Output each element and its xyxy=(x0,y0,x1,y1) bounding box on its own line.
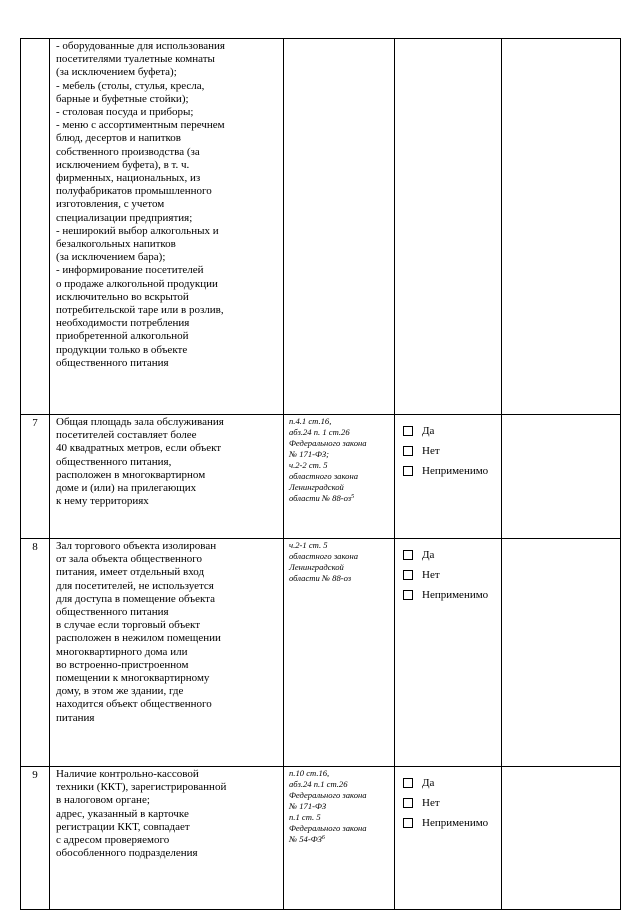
text-line: изготовления, с учетом xyxy=(56,198,165,211)
checkbox-label: Нет xyxy=(422,569,440,581)
text-line: во встроенно-пристроенном xyxy=(56,658,189,671)
text-line: ч.2-1 ст. 5 xyxy=(289,540,328,550)
text-line: с адресом проверяемого xyxy=(56,834,170,847)
answer-option[interactable] xyxy=(403,441,501,461)
text-line: Федерального закона xyxy=(289,790,367,800)
text-line: полуфабрикатов промышленного xyxy=(56,185,212,198)
text-line: специализации предприятия; xyxy=(56,211,193,224)
text-line: многоквартирного дома или xyxy=(56,645,188,658)
text-line: доме и (или) на прилегающих xyxy=(56,482,197,495)
answer-option[interactable] xyxy=(403,421,501,441)
requirement-text xyxy=(50,415,284,539)
text-line: для доступа в помещение объекта xyxy=(56,592,215,605)
answer-option[interactable] xyxy=(403,813,501,833)
reference-cell xyxy=(284,415,395,539)
text-line xyxy=(289,493,392,504)
footnote-marker: 5 xyxy=(351,494,355,500)
text-line: барные и буфетные стойки); xyxy=(56,92,189,105)
checkbox-label: Нет xyxy=(422,445,440,457)
text-line: абз.24 п. 1 ст.26 xyxy=(289,427,350,437)
row-number: 9 xyxy=(21,767,50,910)
text-line: Наличие контрольно-кассовой xyxy=(56,768,199,780)
answer-option[interactable] xyxy=(403,773,501,793)
notes-cell xyxy=(502,767,621,910)
text-line: п.1 ст. 5 xyxy=(289,812,321,822)
checklist-table xyxy=(20,38,621,910)
text-line: - неширокий выбор алкогольных и xyxy=(56,224,219,237)
text-line: - мебель (столы, стулья, кресла, xyxy=(56,79,205,92)
requirement-text xyxy=(50,767,284,910)
text-line: абз.24 п.1 ст.26 xyxy=(289,779,348,789)
answer-option[interactable] xyxy=(403,545,501,565)
text-line: Федерального закона xyxy=(289,438,367,448)
requirement-text xyxy=(50,39,284,415)
text-line: посетителей составляет более xyxy=(56,429,197,442)
text-line: дому, в этом же здании, где xyxy=(56,685,184,698)
text-line xyxy=(289,834,392,845)
text-line: необходимости потребления xyxy=(56,317,190,330)
text-line: № 171-ФЗ; xyxy=(289,449,330,459)
text-line: - столовая посуда и приборы; xyxy=(56,106,194,119)
answer-option[interactable] xyxy=(403,461,501,481)
text-line: области № 88-оз xyxy=(289,493,352,503)
checkbox-label: Да xyxy=(422,549,435,561)
text-line: (за исключением бара); xyxy=(56,251,166,264)
answer-option[interactable] xyxy=(403,793,501,813)
notes-cell xyxy=(502,39,621,415)
text-line: приобретенной алкогольной xyxy=(56,330,189,343)
checkbox[interactable] xyxy=(403,446,413,456)
text-line: регистрации ККТ, совпадает xyxy=(56,820,190,833)
requirement-text xyxy=(50,539,284,767)
text-line: питания xyxy=(56,711,95,724)
reference-cell xyxy=(284,767,395,910)
row-number: 8 xyxy=(21,539,50,767)
answer-option[interactable] xyxy=(403,585,501,605)
answer-cell xyxy=(395,767,502,910)
reference-cell xyxy=(284,39,395,415)
footnote-marker: 6 xyxy=(321,835,325,841)
answer-cell xyxy=(395,415,502,539)
checkbox-label: Да xyxy=(422,425,435,437)
text-line: Общая площадь зала обслуживания xyxy=(56,416,224,428)
text-line: к нему территориях xyxy=(56,495,149,508)
text-line: области № 88-оз xyxy=(289,573,352,583)
text-line: п.10 ст.16, xyxy=(289,768,330,778)
text-line: обособленного подразделения xyxy=(56,847,198,860)
table-row xyxy=(21,767,621,910)
text-line: Зал торгового объекта изолирован xyxy=(56,540,217,552)
text-line: адрес, указанный в карточке xyxy=(56,807,189,820)
checkbox[interactable] xyxy=(403,550,413,560)
row-number xyxy=(21,39,50,415)
row-number: 7 xyxy=(21,415,50,539)
text-line: фирменных, национальных, из xyxy=(56,172,201,185)
text-line: 40 квадратных метров, если объект xyxy=(56,442,222,455)
text-line: собственного производства (за xyxy=(56,145,200,158)
text-line: для посетителей, не используется xyxy=(56,579,214,592)
checkbox[interactable] xyxy=(403,570,413,580)
checklist-body xyxy=(21,39,621,910)
checkbox[interactable] xyxy=(403,466,413,476)
table-row xyxy=(21,415,621,539)
text-line: областного закона xyxy=(289,551,359,561)
text-line: общественного питания xyxy=(56,606,169,619)
notes-cell xyxy=(502,539,621,767)
text-line: находится объект общественного xyxy=(56,698,212,711)
text-line: в случае если торговый объект xyxy=(56,619,201,632)
checkbox[interactable] xyxy=(403,798,413,808)
text-line: расположен в нежилом помещении xyxy=(56,632,221,645)
text-line: исключением буфета), в т. ч. xyxy=(56,158,190,171)
checkbox-label: Нет xyxy=(422,797,440,809)
text-line: помещении к многоквартирному xyxy=(56,672,210,685)
checkbox-label: Неприменимо xyxy=(422,589,489,601)
text-line: потребительской таре или в розлив, xyxy=(56,304,224,317)
table-row-continuation xyxy=(21,39,621,415)
reference-cell xyxy=(284,539,395,767)
text-line: п.4.1 ст.16, xyxy=(289,416,332,426)
answer-cell xyxy=(395,39,502,415)
text-line: питания, имеет отдельный вход xyxy=(56,566,205,579)
text-line: Ленинградской xyxy=(289,562,344,572)
checkbox[interactable] xyxy=(403,778,413,788)
text-line: о продаже алкогольной продукции xyxy=(56,277,218,290)
text-line: ч.2-2 ст. 5 xyxy=(289,460,328,470)
checkbox-label: Неприменимо xyxy=(422,465,489,477)
answer-cell xyxy=(395,539,502,767)
text-line: - оборудованные для использования xyxy=(56,40,225,52)
text-line: - меню с ассортиментным перечнем xyxy=(56,119,225,132)
answer-option[interactable] xyxy=(403,565,501,585)
text-line: № 171-ФЗ xyxy=(289,801,327,811)
text-line: расположен в многоквартирном xyxy=(56,468,206,481)
checkbox[interactable] xyxy=(403,818,413,828)
text-line: Федерального закона xyxy=(289,823,367,833)
text-line: областного закона xyxy=(289,471,359,481)
checkbox[interactable] xyxy=(403,426,413,436)
checkbox-label: Неприменимо xyxy=(422,817,489,829)
text-line: блюд, десертов и напитков xyxy=(56,132,182,145)
text-line: общественного питания, xyxy=(56,455,172,468)
text-line: - информирование посетителей xyxy=(56,264,204,277)
text-line: исключительно во вскрытой xyxy=(56,290,189,303)
text-line: продукции только в объекте xyxy=(56,343,188,356)
text-line: посетителями туалетные комнаты xyxy=(56,53,215,66)
text-line: техники (ККТ), зарегистрированной xyxy=(56,781,227,794)
text-line: (за исключением буфета); xyxy=(56,66,177,79)
text-line: общественного питания xyxy=(56,356,169,369)
notes-cell xyxy=(502,415,621,539)
table-row xyxy=(21,539,621,767)
text-line: безалкогольных напитков xyxy=(56,238,176,251)
text-line: от зала объекта общественного xyxy=(56,553,202,566)
text-line: в налоговом органе; xyxy=(56,794,150,807)
text-line: № 54-ФЗ xyxy=(289,834,322,844)
text-line: Ленинградской xyxy=(289,482,344,492)
checkbox[interactable] xyxy=(403,590,413,600)
checkbox-label: Да xyxy=(422,777,435,789)
